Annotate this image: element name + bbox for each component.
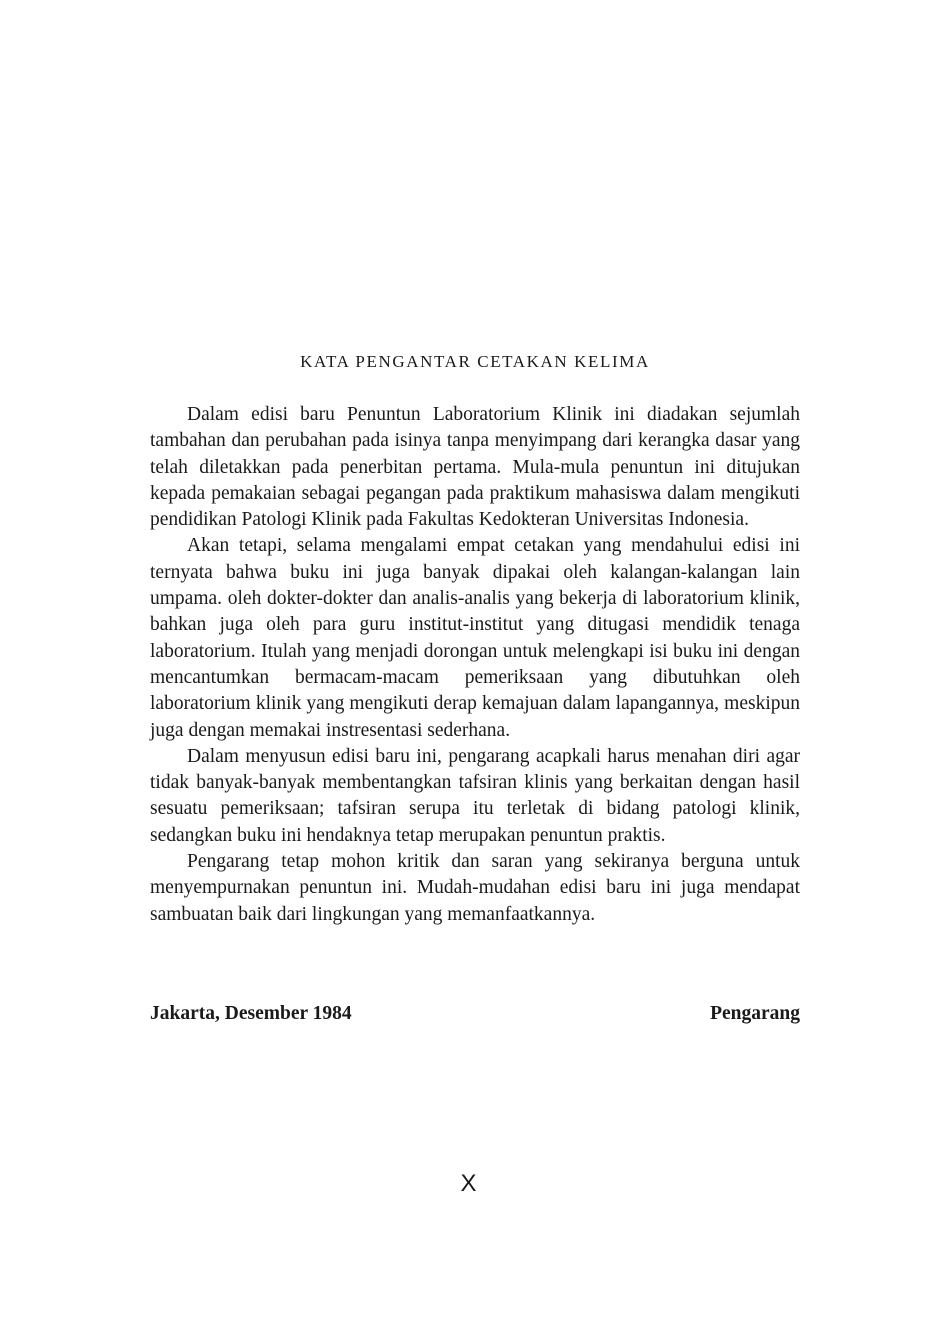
paragraph-3: Dalam menyusun edisi baru ini, pengarang acapkali harus menahan diri agar tidak banyak-banyak membentangkan tafsiran klinis yang berkaitan dengan hasil sesuatu pemeriksaan; tafsiran serupa itu terletak di bidang patologi klinik, sedangkan buku ini hendaknya tetap merupakan penuntun praktis.	[150, 745, 800, 846]
paragraph-2: Akan tetapi, selama mengalami empat cetakan yang mendahului edisi ini ternyata bahwa buku ini juga banyak dipakai oleh kalangan-kalangan lain umpama. oleh dokter-dokter dan analis-analis yang bekerja di laboratorium klinik, bahkan juga oleh para guru institut-institut yang ditugasi mendidik tenaga laboratorium. Itulah yang menjadi dorongan untuk melengkapi isi buku ini dengan mencantumkan bermacam-macam pemeriksaan yang dibutuhkan oleh laboratorium klinik yang mengikuti derap kemajuan dalam lapangannya, meskipun juga dengan memakai instresentasi sederhana.	[150, 535, 800, 741]
author-signature: Pengarang	[710, 1003, 800, 1024]
page-title: KATA PENGANTAR CETAKAN KELIMA	[300, 352, 650, 371]
preface-body	[150, 402, 800, 928]
paragraph-1: Dalam edisi baru Penuntun Laboratorium Klinik ini diadakan sejumlah tambahan dan perubahan pada isinya tanpa menyimpang dari kerangka dasar yang telah diletakkan pada penerbitan pertama. Mula-mula penuntun ini ditujukan kepada pemakaian sebagai pegangan pada praktikum mahasiswa dalam mengikuti pendidikan Patologi Klinik pada Fakultas Kedokteran Universitas Indonesia.	[150, 404, 800, 531]
place-date: Jakarta, Desember 1984	[150, 1003, 352, 1024]
paragraph-4: Pengarang tetap mohon kritik dan saran yang sekiranya berguna untuk menyempurnakan penuntun ini. Mudah-mudahan edisi baru ini juga mendapat sambuatan baik dari lingkungan yang memanfaatkannya.	[150, 851, 800, 925]
page-number: X	[460, 1170, 477, 1197]
closing-line	[150, 1003, 800, 1025]
